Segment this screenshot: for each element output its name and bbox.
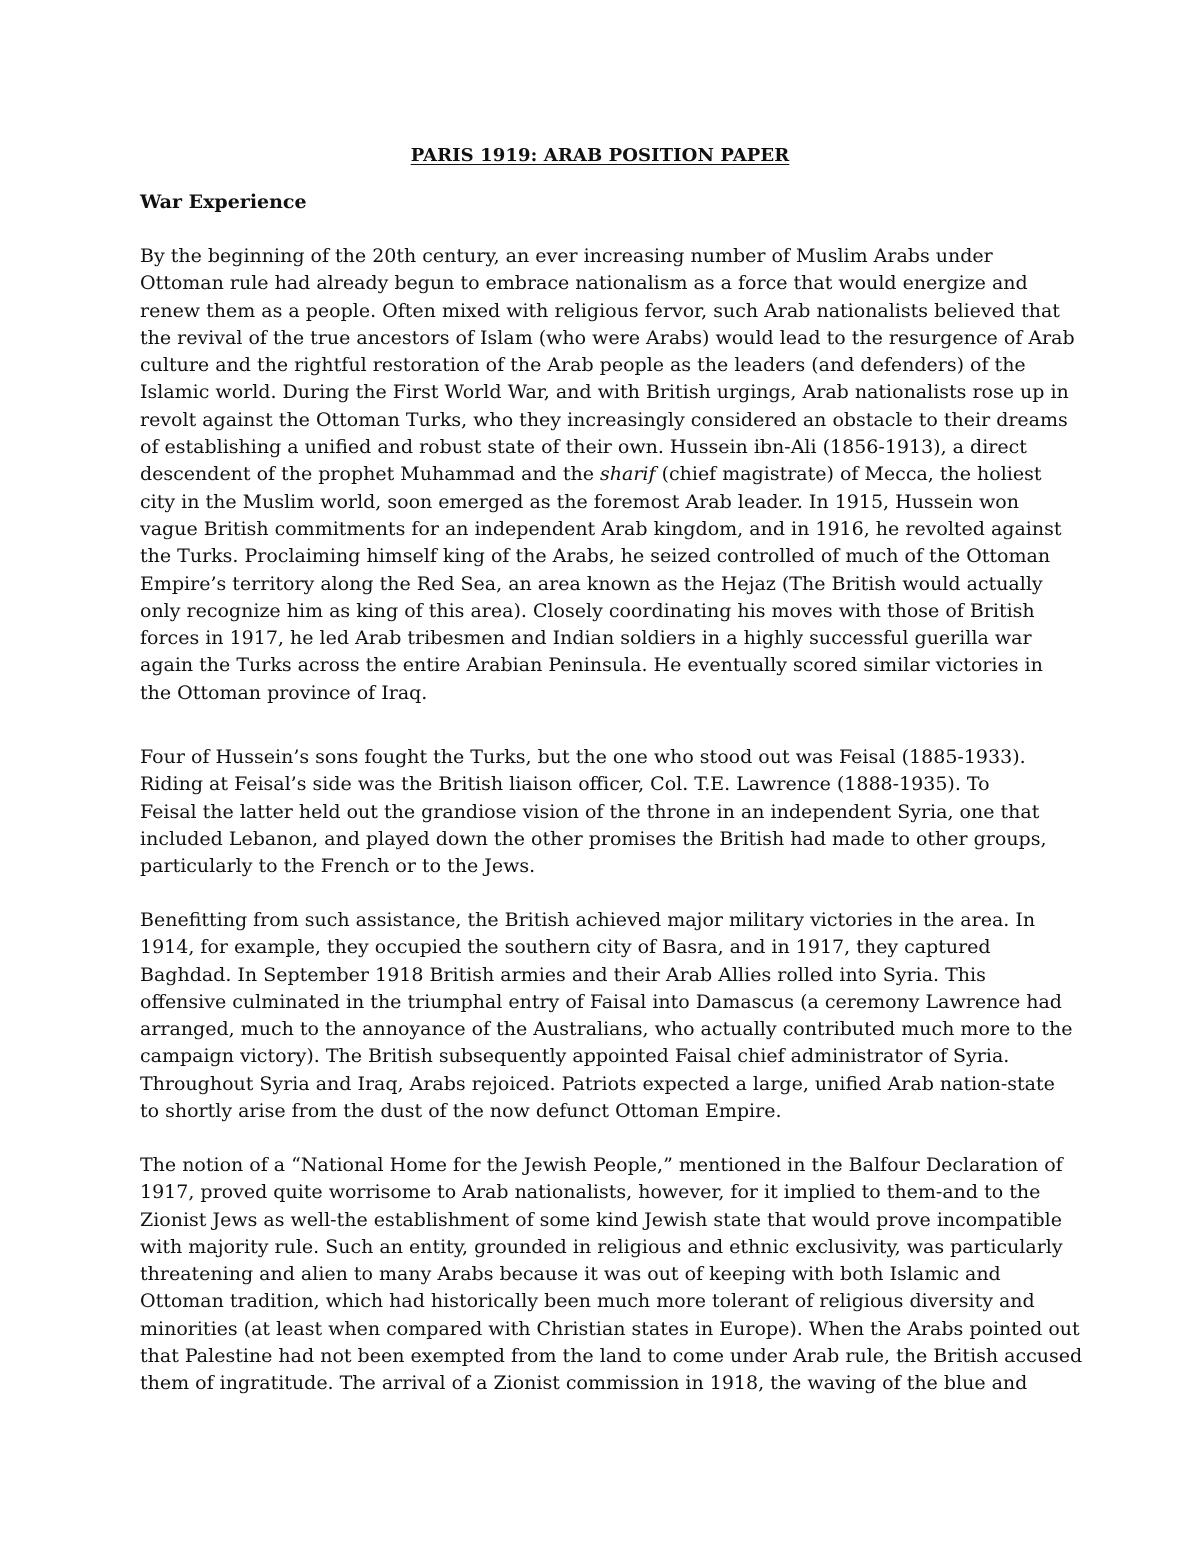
text-line: particularly to the French or to the Jews. (140, 855, 536, 878)
text-line: the Ottoman province of Iraq. (140, 681, 428, 704)
text-line: forces in 1917, he led Arab tribesmen and Indian soldiers in a highly successful guerilla war (140, 627, 1032, 650)
text-line: threatening and alien to many Arabs because it was out of keeping with both Islamic and (140, 1263, 1001, 1286)
paragraph-2 (140, 744, 1080, 880)
paragraph-1 (140, 243, 1080, 707)
paragraph-4 (140, 1152, 1083, 1398)
text-line: renew them as a people. Often mixed with religious fervor, such Arab nationalists believed that (140, 299, 1060, 322)
paragraph-3 (140, 907, 1080, 1125)
text-line: the Turks. Proclaiming himself king of the Arabs, he seized controlled of much of the Ottoman (140, 545, 1051, 568)
text-line: city in the Muslim world, soon emerged as the foremost Arab leader. In 1915, Hussein won (140, 490, 1019, 513)
text-line: only recognize him as king of this area). Closely coordinating his moves with those of British (140, 599, 1035, 622)
text-line: included Lebanon, and played down the other promises the British had made to other groups, (140, 827, 1047, 850)
text-line: The notion of a “National Home for the Jewish People,” mentioned in the Balfour Declaration of (140, 1154, 1063, 1176)
text-line: revolt against the Ottoman Turks, who they increasingly considered an obstacle to their dreams (140, 408, 1068, 431)
text-line: Throughout Syria and Iraq, Arabs rejoiced. Patriots expected a large, unified Arab nation-state (140, 1072, 1055, 1095)
text-line-with-italic (140, 461, 1080, 488)
text-line: campaign victory). The British subsequently appointed Faisal chief administrator of Syria. (140, 1045, 1010, 1068)
text-line: Empire’s territory along the Red Sea, an area known as the Hejaz (The British would actually (140, 572, 1043, 595)
text-line: Riding at Feisal’s side was the British liaison officer, Col. T.E. Lawrence (1888-1935). To (140, 773, 990, 796)
text-line: Feisal the latter held out the grandiose vision of the throne in an independent Syria, one that (140, 800, 1040, 823)
text-line: Benefitting from such assistance, the British achieved major military victories in the area. In (140, 909, 1036, 931)
text-line: vague British commitments for an independent Arab kingdom, and in 1916, he revolted against (140, 517, 1062, 540)
text-line: Islamic world. During the First World War, and with British urgings, Arab nationalists rose up in (140, 381, 1069, 404)
text-line: 1914, for example, they occupied the southern city of Basra, and in 1917, they captured (140, 936, 991, 959)
text-line: them of ingratitude. The arrival of a Zionist commission in 1918, the waving of the blue and (140, 1372, 1028, 1395)
text-line: with majority rule. Such an entity, grounded in religious and ethnic exclusivity, was particularly (140, 1235, 1063, 1258)
italic-term: sharif (600, 463, 656, 486)
text-line: to shortly arise from the dust of the now defunct Ottoman Empire. (140, 1100, 782, 1123)
text-line: of establishing a unified and robust state of their own. Hussein ibn-Ali (1856-1913), a direct (140, 436, 1027, 459)
text-line: that Palestine had not been exempted from the land to come under Arab rule, the British accused (140, 1345, 1083, 1368)
text-line: minorities (at least when compared with Christian states in Europe). When the Arabs pointed out (140, 1317, 1080, 1340)
text-line: By the beginning of the 20th century, an ever increasing number of Muslim Arabs under (140, 245, 993, 267)
section-heading: War Experience (140, 191, 307, 213)
text-line: Ottoman tradition, which had historically been much more tolerant of religious diversity and (140, 1290, 1035, 1313)
text-line: 1917, proved quite worrisome to Arab nationalists, however, for it implied to them-and to the (140, 1181, 1041, 1204)
text-line: Ottoman rule had already begun to embrace nationalism as a force that would energize and (140, 272, 1028, 295)
text-line: arranged, much to the annoyance of the Australians, who actually contributed much more to the (140, 1018, 1073, 1041)
text-line: again the Turks across the entire Arabian Peninsula. He eventually scored similar victories in (140, 654, 1043, 677)
text-line: culture and the rightful restoration of the Arab people as the leaders (and defenders) of the (140, 354, 1026, 377)
text-segment: (chief magistrate) of Mecca, the holiest (655, 463, 1042, 486)
text-line: Four of Hussein’s sons fought the Turks, but the one who stood out was Feisal (1885-1933). (140, 746, 1026, 768)
text-line: offensive culminated in the triumphal entry of Faisal into Damascus (a ceremony Lawrence had (140, 990, 1062, 1013)
document-title: PARIS 1919: ARAB POSITION PAPER (410, 145, 790, 166)
text-line: Zionist Jews as well-the establishment of some kind Jewish state that would prove incompatible (140, 1208, 1062, 1231)
text-line: the revival of the true ancestors of Islam (who were Arabs) would lead to the resurgence of Arab (140, 326, 1075, 349)
text-segment: descendent of the prophet Muhammad and the (140, 463, 601, 486)
text-line: Baghdad. In September 1918 British armies and their Arab Allies rolled into Syria. This (140, 963, 986, 986)
